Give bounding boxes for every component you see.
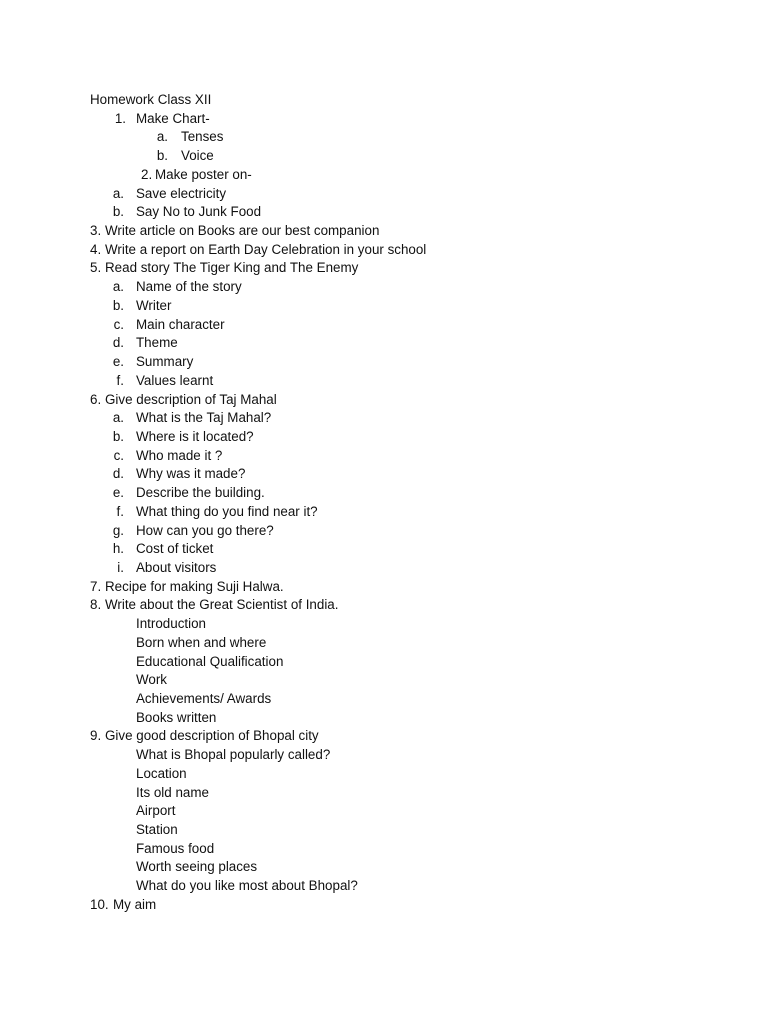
sub-item-text: Work bbox=[136, 672, 167, 688]
sub-item-text: Values learnt bbox=[136, 372, 214, 388]
sub-item-text: Summary bbox=[136, 354, 194, 370]
sub-item-text: Famous food bbox=[136, 840, 215, 856]
item-text: Give good description of Bhopal city bbox=[105, 728, 319, 744]
sub-item-marker: h. bbox=[112, 541, 124, 557]
sub-item-marker: a. bbox=[112, 279, 124, 295]
sub-item-text: Tenses bbox=[181, 129, 224, 145]
sub-item-text: Introduction bbox=[136, 616, 206, 632]
sub-item-marker: a. bbox=[112, 410, 124, 426]
sub-item-text: Airport bbox=[136, 803, 176, 819]
sub-item-marker: a. bbox=[156, 129, 168, 145]
sub-item-text: Cost of ticket bbox=[136, 541, 214, 557]
sub-item-text: Born when and where bbox=[136, 634, 267, 650]
sub-item-marker: i. bbox=[117, 559, 124, 575]
sub-item-text: Who made it ? bbox=[136, 447, 223, 463]
sub-item-marker: f. bbox=[116, 372, 124, 388]
item-text: Read story The Tiger King and The Enemy bbox=[105, 260, 359, 276]
sub-item-text: Name of the story bbox=[136, 279, 242, 295]
sub-item-text: Educational Qualification bbox=[136, 653, 284, 669]
sub-item-text: Why was it made? bbox=[136, 466, 246, 482]
sub-item-text: Location bbox=[136, 765, 187, 781]
sub-item-marker: b. bbox=[112, 204, 124, 220]
sub-item-marker: e. bbox=[112, 485, 124, 501]
item-number: 1. bbox=[114, 110, 126, 126]
sub-item-text: Writer bbox=[136, 297, 172, 313]
sub-item-marker: f. bbox=[116, 503, 124, 519]
item-text: Write about the Great Scientist of India. bbox=[105, 597, 339, 613]
item-text: My aim bbox=[113, 896, 157, 912]
item-number: 2. bbox=[141, 166, 153, 182]
sub-item-marker: e. bbox=[112, 354, 124, 370]
sub-item-marker: b. bbox=[112, 428, 124, 444]
item-number: 8. bbox=[90, 597, 102, 613]
item-number: 3. bbox=[90, 223, 102, 239]
sub-item-text: What do you like most about Bhopal? bbox=[136, 878, 358, 894]
sub-item-marker: c. bbox=[113, 316, 124, 332]
sub-item-text: Station bbox=[136, 822, 178, 838]
item-number: 7. bbox=[90, 578, 102, 594]
sub-item-text: Save electricity bbox=[136, 185, 227, 201]
sub-item-text: Theme bbox=[136, 335, 178, 351]
item-text: Make poster on- bbox=[155, 166, 252, 182]
sub-item-text: Its old name bbox=[136, 784, 209, 800]
sub-item-text: Say No to Junk Food bbox=[136, 204, 262, 220]
item-number: 4. bbox=[90, 241, 102, 257]
item-number: 5. bbox=[90, 260, 102, 276]
item-number: 9. bbox=[90, 728, 102, 744]
item-text: Give description of Taj Mahal bbox=[105, 391, 277, 407]
sub-item-text: Describe the building. bbox=[136, 485, 265, 501]
item-text: Make Chart- bbox=[136, 110, 210, 126]
sub-item-marker: b. bbox=[112, 297, 124, 313]
item-text: Write a report on Earth Day Celebration in your school bbox=[105, 241, 427, 257]
sub-item-text: Books written bbox=[136, 709, 217, 725]
item-number: 10. bbox=[90, 896, 109, 912]
sub-item-text: What thing do you find near it? bbox=[136, 503, 318, 519]
sub-item-text: What is Bhopal popularly called? bbox=[136, 747, 331, 763]
sub-item-marker: d. bbox=[112, 335, 124, 351]
item-number: 6. bbox=[90, 391, 102, 407]
sub-item-marker: c. bbox=[113, 447, 124, 463]
document-title-text: Homework Class XII bbox=[90, 92, 212, 107]
sub-item-text: What is the Taj Mahal? bbox=[136, 410, 272, 426]
sub-item-marker: b. bbox=[156, 148, 168, 164]
sub-item-marker: a. bbox=[112, 185, 124, 201]
item-text: Write article on Books are our best companion bbox=[105, 223, 380, 239]
sub-item-marker: d. bbox=[112, 466, 124, 482]
sub-item-text: Main character bbox=[136, 316, 225, 332]
sub-item-text: Voice bbox=[181, 148, 214, 164]
sub-item-text: How can you go there? bbox=[136, 522, 274, 538]
item-text: Recipe for making Suji Halwa. bbox=[105, 578, 284, 594]
sub-item-text: Where is it located? bbox=[136, 428, 254, 444]
sub-item-marker: g. bbox=[112, 522, 124, 538]
sub-item-text: Achievements/ Awards bbox=[136, 691, 272, 706]
sub-item-text: About visitors bbox=[136, 559, 217, 575]
sub-item-text: Worth seeing places bbox=[136, 859, 258, 875]
